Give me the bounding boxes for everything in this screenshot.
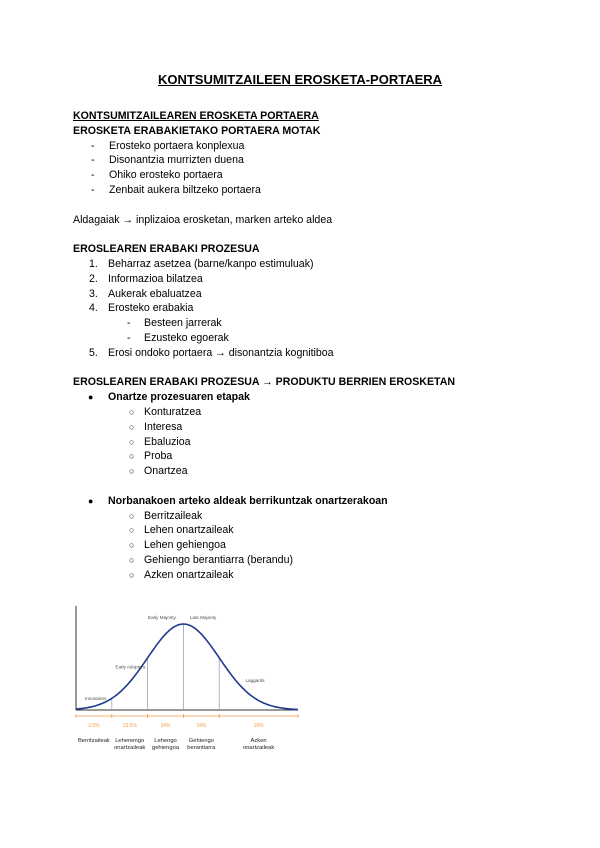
stage-text: Proba [144,450,173,463]
list-item [73,538,573,553]
curve-label: Late Majority [189,615,217,620]
list-item [73,272,573,287]
category-label: Gehiengo [188,738,214,744]
adopter-text: Gehiengo berantiarra (berandu) [144,553,293,566]
list-item [73,405,573,420]
curve-label: Laggards [245,678,265,684]
list-item [73,523,573,538]
list-item [73,331,573,346]
percent-label: 16% [253,723,264,729]
list-item [73,568,573,583]
circle-marker: ○ [129,554,135,565]
adoption-curve-chart [72,600,312,760]
category-label: berantiarra [187,745,216,751]
list-item-text: Erosteko portaera konplexua [109,139,245,152]
stage-text: Onartzea [144,465,188,478]
list-item [73,464,573,479]
bullet-text: Norbanakoen arteko aldeak berrikuntzak onartzerakoan [108,494,388,507]
stage-text: Konturatzea [144,405,202,418]
category-label: onartzaileak [114,745,146,751]
circle-marker: ○ [129,451,135,462]
step-number: 3. [89,287,98,300]
circle-marker: ○ [129,406,135,417]
dash-marker: - [91,169,95,182]
bullet-text: Onartze prozesuaren etapak [108,391,250,404]
dash-marker: - [91,183,95,196]
percent-label: 13.5% [122,723,137,729]
curve-label: Early Majority [148,615,176,620]
step-number: 4. [89,302,98,315]
adopter-text: Lehen onartzaileak [144,524,234,537]
bell-curve [76,624,298,709]
category-label: Lehengo [154,738,177,744]
list-item-text: Zenbait aukera biltzeko portaera [109,183,261,196]
section2-heading: EROSLEAREN ERABAKI PROZESUA [73,243,260,256]
category-label: Berritzaileak [77,738,110,744]
step-text: Beharraz asetzea (barne/kanpo estimuluak) [108,257,314,270]
section1-subheading: EROSKETA ERABAKIETAKO PORTAERA MOTAK [73,124,321,137]
category-label: onartzaileak [242,745,275,751]
dash-marker: - [91,139,95,152]
category-label: Lehenengo [115,738,145,744]
adopter-text: Berritzaileak [144,509,203,522]
step-text: Aukerak ebaluatzea [108,287,202,300]
list-item-text: Disonantzia murrizten duena [109,154,244,167]
substep-text: Besteen jarrerak [144,317,222,330]
list-item-text: Ohiko erosteko portaera [109,169,223,182]
bullet-marker: ● [88,495,94,506]
list-item [73,153,573,168]
dash-marker: - [91,154,95,167]
list-item [73,301,573,316]
page-title: KONTSUMITZAILEEN EROSKETA-PORTAERA [157,72,443,87]
list-item [73,553,573,568]
list-item [73,257,573,272]
substep-text: Ezusteko egoerak [144,331,229,344]
step-number: 2. [89,272,98,285]
percent-label: 34% [160,723,171,729]
list-item [73,435,573,450]
bullet-marker: ● [88,392,94,403]
curve-label: Innovators [84,696,107,701]
list-item [73,346,573,361]
category-label: gehiengoa [151,745,180,751]
circle-marker: ○ [129,466,135,477]
percent-label: 2.5% [88,723,100,729]
curve-label: Early Adopters [115,664,146,670]
list-item [73,168,573,183]
list-item [73,139,573,154]
stage-text: Interesa [144,420,183,433]
list-item [73,509,573,524]
step-number: 5. [89,346,98,359]
dash-marker: - [127,331,131,344]
step-text: Informazioa bilatzea [108,272,203,285]
list-item [73,183,573,198]
circle-marker: ○ [129,510,135,521]
circle-marker: ○ [129,436,135,447]
list-item [73,449,573,464]
step-text: Erosi ondoko portaera → disonantzia kognitiboa [108,346,334,359]
circle-marker: ○ [129,569,135,580]
step-number: 1. [89,257,98,270]
category-label: Azken [250,738,267,744]
list-item [73,494,573,509]
list-item [73,287,573,302]
list-item [73,316,573,331]
circle-marker: ○ [129,421,135,432]
percent-label: 34% [196,723,207,729]
list-item [73,390,573,405]
document-body [73,109,573,583]
list-item [73,420,573,435]
section3-heading: EROSLEAREN ERABAKI PROZESUA → PRODUKTU BERRIEN EROSKETAN [73,376,455,389]
adopter-text: Lehen gehiengoa [144,539,226,552]
section1-heading: KONTSUMITZAILEAREN EROSKETA PORTAERA [73,110,319,122]
stage-text: Ebaluzioa [144,435,191,448]
variables-note: Aldagaiak → inplizaioa erosketan, marken arteko aldea [73,213,333,226]
step-text: Erosteko erabakia [108,302,194,315]
circle-marker: ○ [129,540,135,551]
dash-marker: - [127,317,131,330]
circle-marker: ○ [129,525,135,536]
adopter-text: Azken onartzaileak [144,568,234,581]
